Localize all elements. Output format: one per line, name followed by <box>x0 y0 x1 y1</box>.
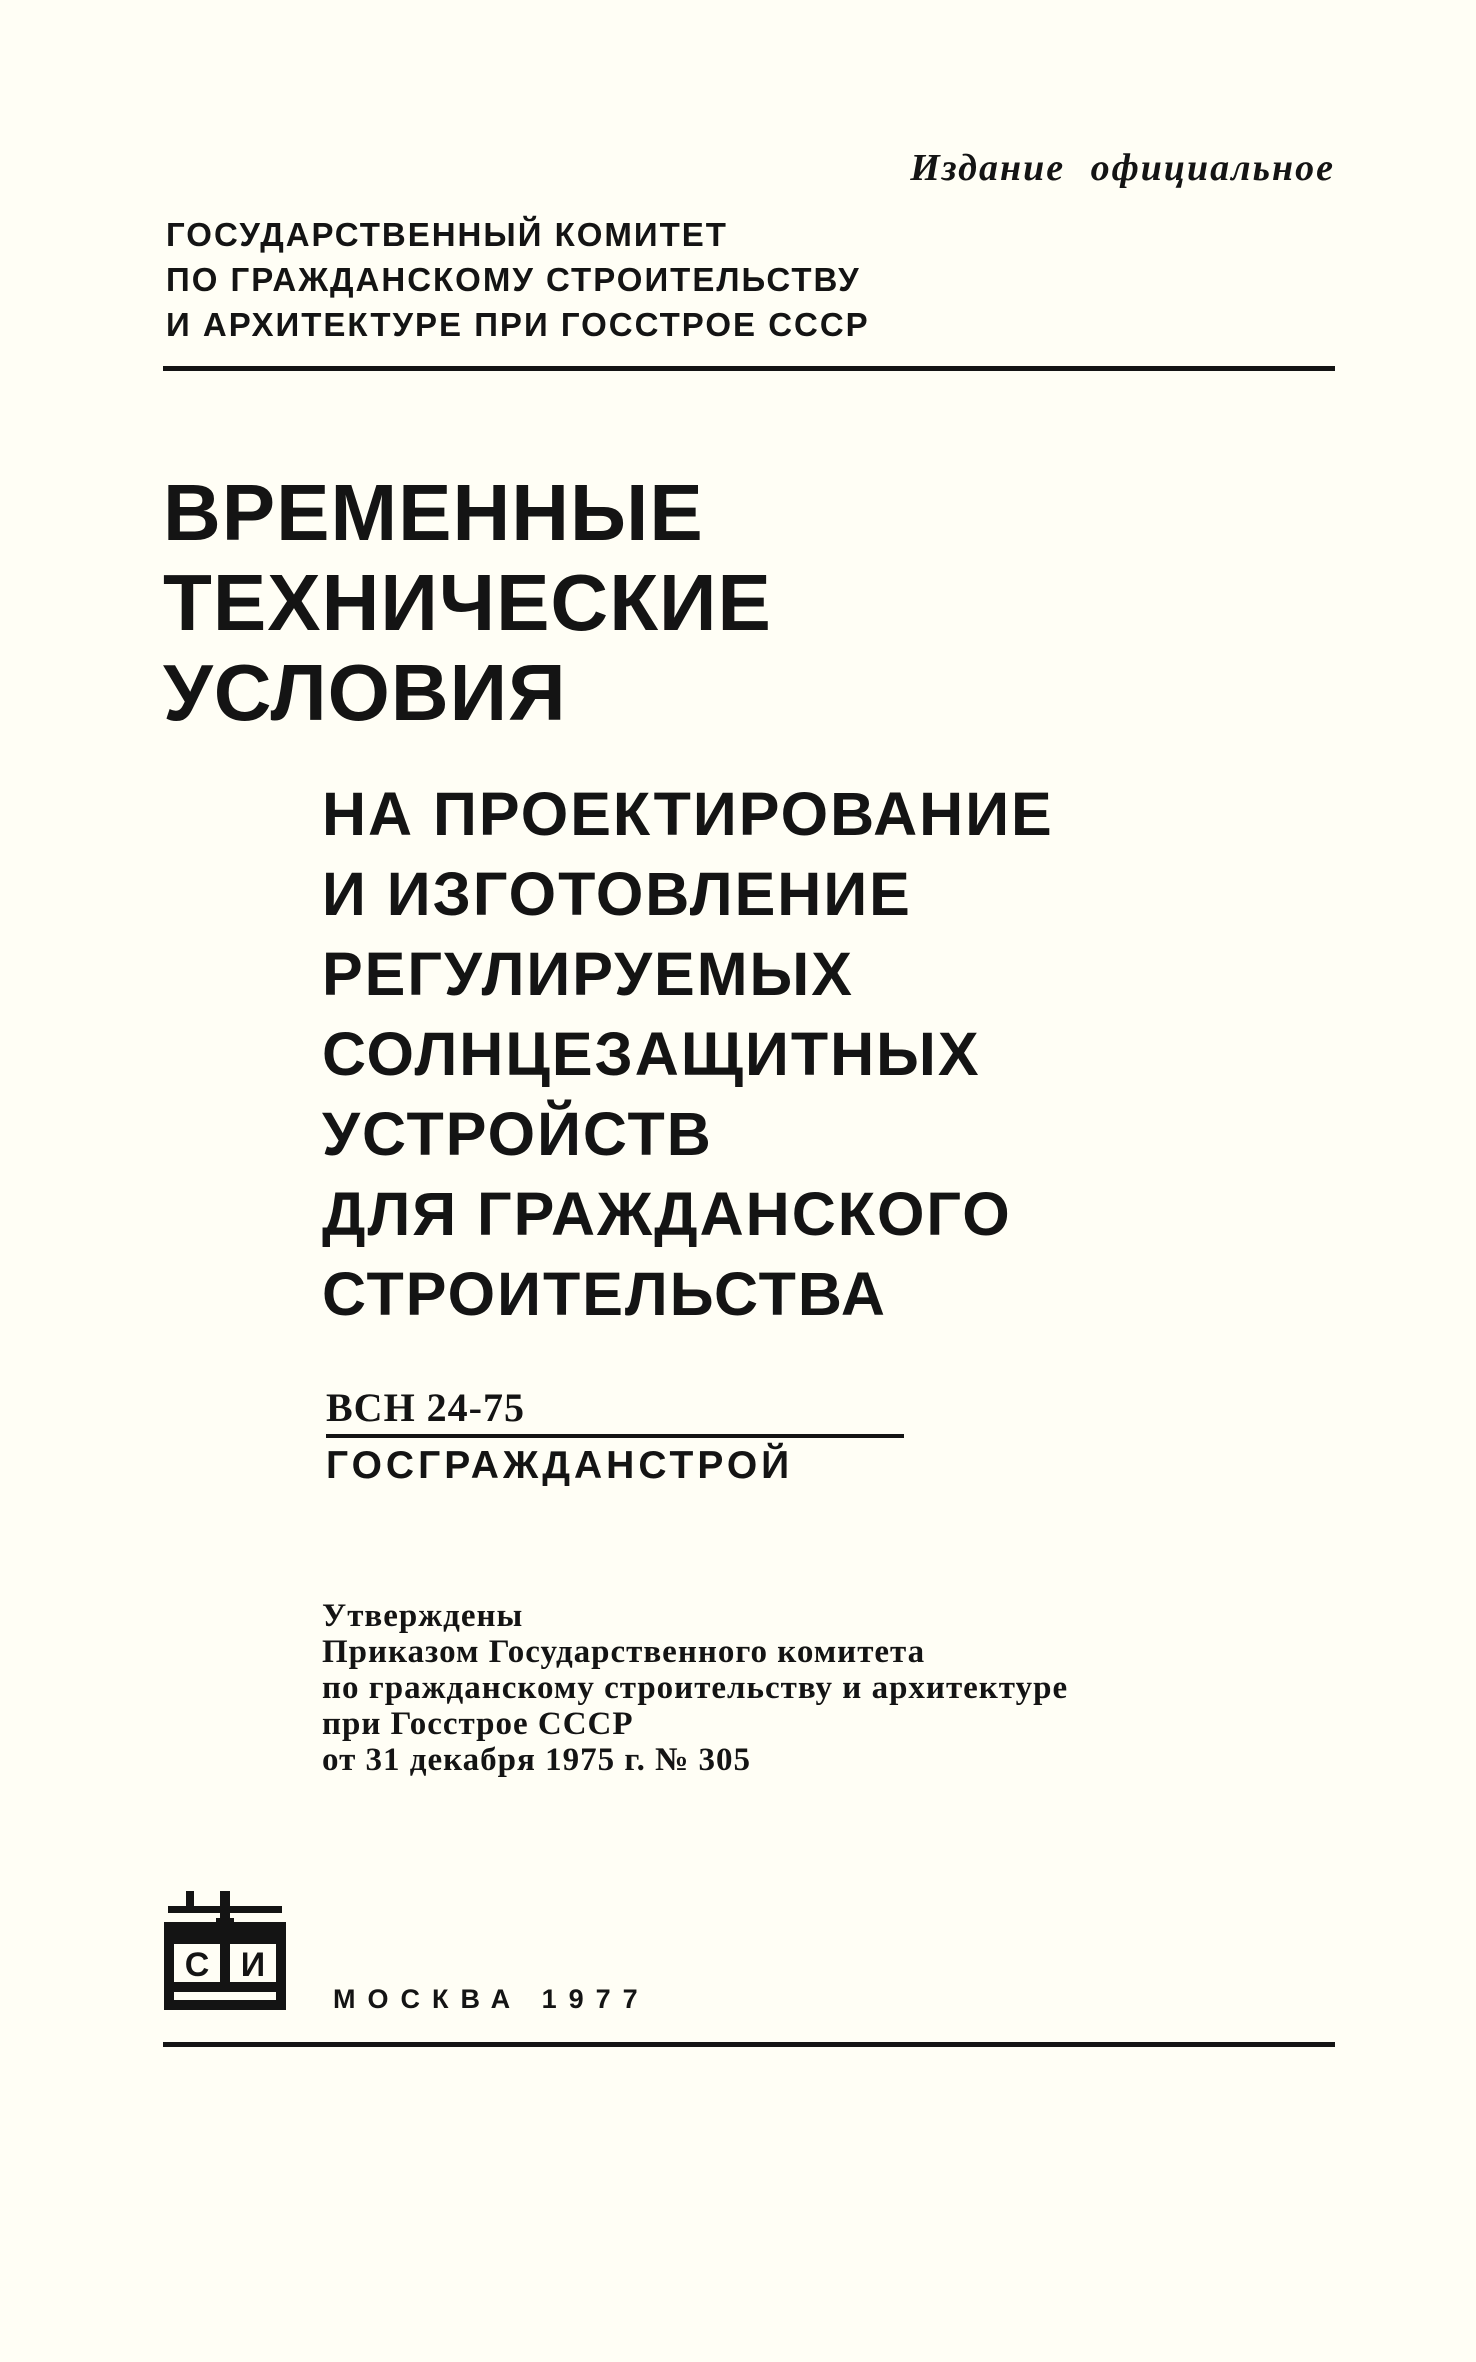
committee-line: ПО ГРАЖДАНСКОМУ СТРОИТЕЛЬСТВУ <box>166 261 861 298</box>
bottom-divider <box>163 2042 1335 2047</box>
approval-line: по гражданскому строительству и архитектуре <box>322 1670 1069 1706</box>
approval-line: Приказом Государственного комитета <box>322 1634 926 1670</box>
title-sub-line: УСТРОЙСТВ <box>322 1100 713 1168</box>
approval-note <box>322 1598 1068 1778</box>
approval-line: от 31 декабря 1975 г. № 305 <box>322 1742 752 1778</box>
title-sub-line: СОЛНЦЕЗАЩИТНЫХ <box>322 1020 981 1088</box>
title-sub-line: НА ПРОЕКТИРОВАНИЕ <box>322 780 1054 848</box>
committee-name <box>166 212 870 347</box>
stroyizdat-logo-icon <box>160 1888 290 2012</box>
approval-line: при Госстрое СССР <box>322 1706 634 1742</box>
title-main-line: УСЛОВИЯ <box>163 648 567 737</box>
code-divider <box>326 1434 904 1438</box>
title-main-line: ВРЕМЕННЫЕ <box>163 468 704 557</box>
title-subtitle <box>322 774 1054 1334</box>
imprint-city-year: МОСКВА 1977 <box>333 1984 650 2014</box>
title-main-line: ТЕХНИЧЕСКИЕ <box>163 558 772 647</box>
title-sub-line: РЕГУЛИРУЕМЫХ <box>322 940 854 1008</box>
approval-line: Утверждены <box>322 1598 524 1634</box>
svg-text:С: С <box>184 1946 210 1984</box>
committee-line: ГОСУДАРСТВЕННЫЙ КОМИТЕТ <box>166 216 728 253</box>
title-sub-line: И ИЗГОТОВЛЕНИЕ <box>322 860 912 928</box>
title-main <box>163 468 772 738</box>
top-divider <box>163 366 1335 371</box>
edition-note: Издание официальное <box>910 147 1335 189</box>
document-code: ВСН 24-75 <box>326 1385 525 1430</box>
svg-text:И: И <box>240 1946 266 1984</box>
committee-line: И АРХИТЕКТУРЕ ПРИ ГОССТРОЕ СССР <box>166 306 870 343</box>
publisher-name: ГОСГРАЖДАНСТРОЙ <box>326 1444 794 1487</box>
title-sub-line: СТРОИТЕЛЬСТВА <box>322 1260 887 1328</box>
title-sub-line: ДЛЯ ГРАЖДАНСКОГО <box>322 1180 1012 1248</box>
